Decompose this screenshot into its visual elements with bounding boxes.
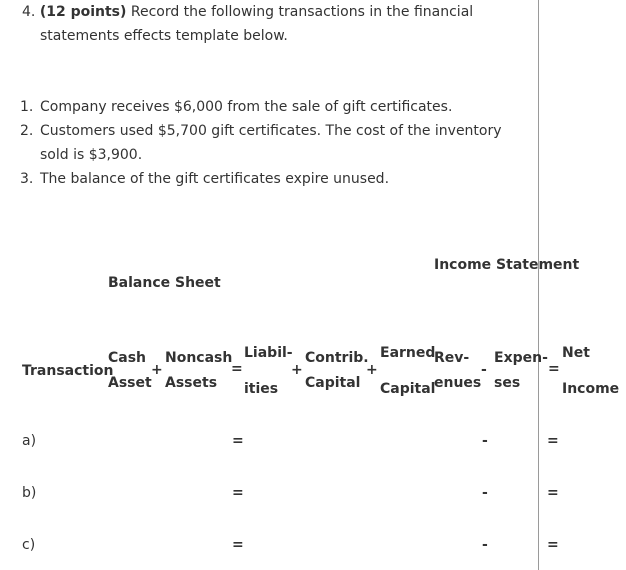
operator-plus-1: + bbox=[151, 362, 163, 378]
list-item-3-text: The balance of the gift certificates expire unused. bbox=[40, 171, 390, 187]
balance-sheet-title: Balance Sheet bbox=[108, 275, 221, 291]
question-number: 4. bbox=[22, 4, 36, 20]
row-b-equals: = bbox=[232, 485, 244, 501]
column-header-noncash-line1: Noncash bbox=[165, 350, 233, 366]
operator-equals-header: = bbox=[231, 361, 243, 377]
vertical-divider-line bbox=[538, 0, 539, 570]
operator-minus-header: - bbox=[481, 362, 487, 378]
row-label-c: c) bbox=[22, 537, 36, 553]
column-header-contrib-line1: Contrib. bbox=[305, 350, 369, 366]
row-b-equals-2: = bbox=[547, 485, 559, 501]
column-header-earned-line2: Capital bbox=[380, 381, 436, 397]
row-c-equals-2: = bbox=[547, 537, 559, 553]
row-a-minus: - bbox=[482, 433, 488, 449]
column-header-earned-line1: Earned bbox=[380, 345, 436, 361]
row-label-b: b) bbox=[22, 485, 37, 501]
operator-equals-header-2: = bbox=[548, 361, 560, 377]
list-item-3-number: 3. bbox=[20, 171, 34, 187]
column-header-net-income-line2: Income bbox=[562, 381, 620, 397]
column-header-net-income-line1: Net bbox=[562, 345, 590, 361]
list-item-2-text-line1: Customers used $5,700 gift certificates. The cost of the inventory bbox=[40, 123, 502, 139]
operator-plus-3: + bbox=[366, 362, 378, 378]
column-header-transaction: Transaction bbox=[22, 363, 114, 379]
column-header-revenues-line1: Rev- bbox=[434, 350, 470, 366]
column-header-noncash-line2: Assets bbox=[165, 375, 218, 391]
column-header-cash-line2: Asset bbox=[108, 375, 152, 391]
column-header-revenues-line2: enues bbox=[434, 375, 482, 391]
row-a-equals-2: = bbox=[547, 433, 559, 449]
income-statement-title: Income Statement bbox=[434, 257, 580, 273]
question-points: (12 points) bbox=[39, 4, 127, 20]
list-item-1-text: Company receives $6,000 from the sale of gift certificates. bbox=[40, 99, 453, 115]
row-label-a: a) bbox=[22, 433, 37, 449]
column-header-liabilities-line2: ities bbox=[244, 381, 279, 397]
list-item-2-number: 2. bbox=[20, 123, 34, 139]
row-b-minus: - bbox=[482, 485, 488, 501]
column-header-liabilities-line1: Liabil- bbox=[244, 345, 293, 361]
operator-plus-2: + bbox=[291, 362, 303, 378]
list-item-1-number: 1. bbox=[20, 99, 34, 115]
question-text-line2: statements effects template below. bbox=[40, 28, 288, 44]
list-item-2-text-line2: sold is $3,900. bbox=[40, 147, 143, 163]
question-text-line1: Record the following transactions in the financial bbox=[130, 4, 474, 20]
row-c-minus: - bbox=[482, 537, 488, 553]
column-header-expenses-line1: Expen- bbox=[494, 350, 548, 366]
column-header-contrib-line2: Capital bbox=[305, 375, 361, 391]
row-a-equals: = bbox=[232, 433, 244, 449]
column-header-expenses-line2: ses bbox=[494, 375, 521, 391]
question-heading bbox=[22, 0, 473, 24]
column-header-cash-line1: Cash bbox=[108, 350, 147, 366]
row-c-equals: = bbox=[232, 537, 244, 553]
